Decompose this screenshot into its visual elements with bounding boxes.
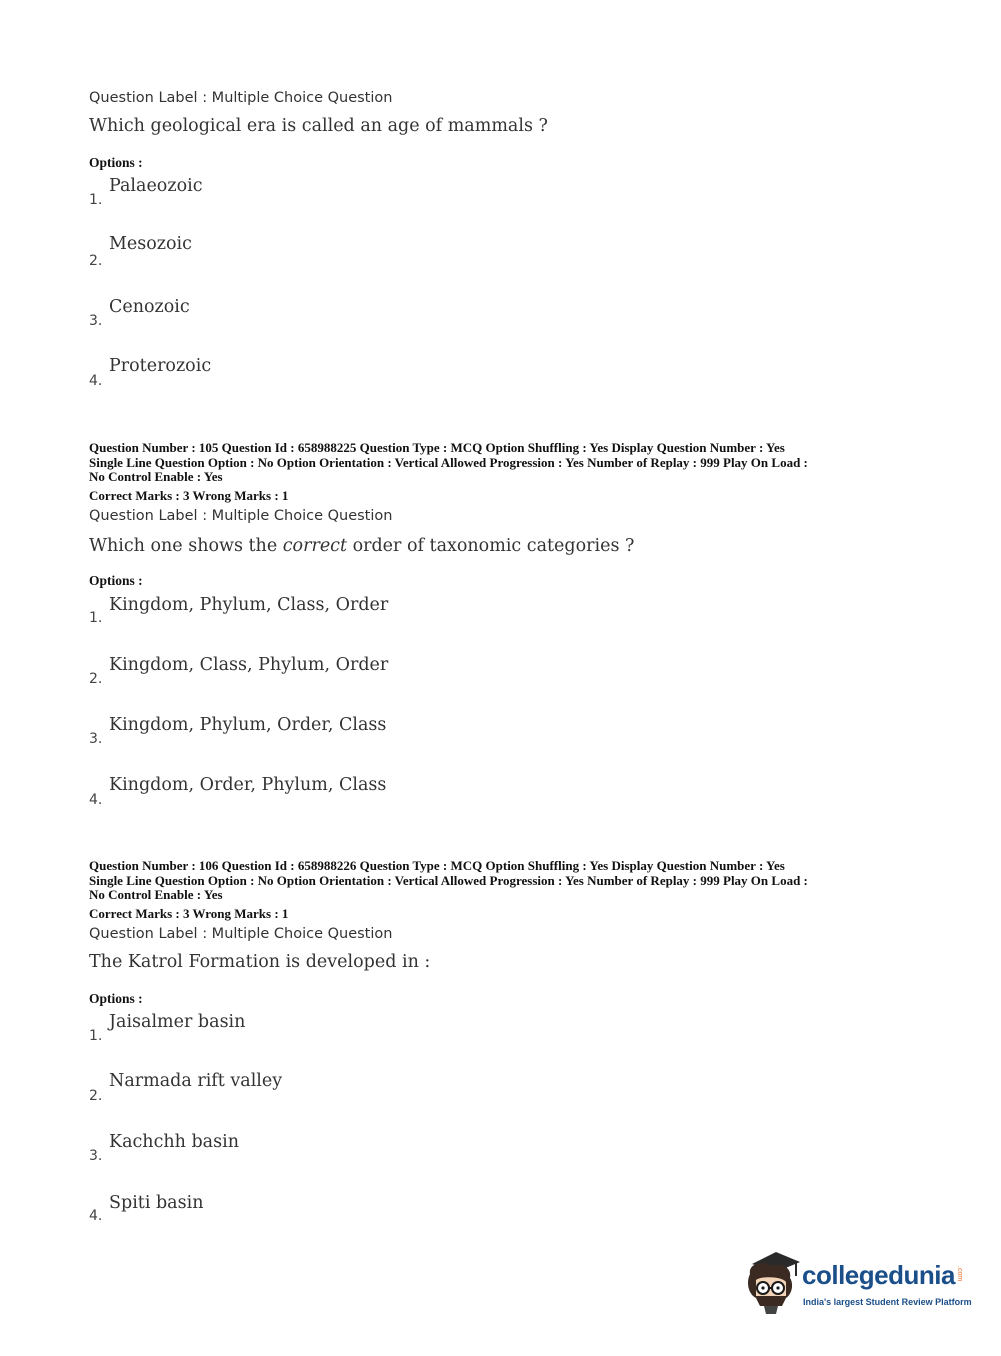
question-text-part: order of taxonomic categories ? [347,536,635,556]
meta-line: Question Number : 106 Question Id : 658988226 Question Type : MCQ Option Shuffling : Yes Display Question Number : Yes [89,858,785,873]
option-text: Mesozoic [109,234,192,254]
option-text: Kingdom, Order, Phylum, Class [109,775,387,795]
option-text: Palaeozoic [109,176,203,196]
option-number: 2. [89,1088,103,1104]
question-label: Question Label : Multiple Choice Question [89,926,393,942]
options-label: Options : [89,155,143,170]
option-number: 1. [89,192,103,208]
option-text: Narmada rift valley [109,1071,283,1091]
marks-line: Correct Marks : 3 Wrong Marks : 1 [89,488,289,503]
option-text: Kingdom, Phylum, Order, Class [109,715,387,735]
option-number: 1. [89,610,103,626]
options-label: Options : [89,573,143,588]
option-text: Kachchh basin [109,1132,239,1152]
option-text: Kingdom, Phylum, Class, Order [109,595,389,615]
meta-line: No Control Enable : Yes [89,887,223,902]
question-meta [89,441,919,485]
option-text: Cenozoic [109,297,190,317]
option-text: Jaisalmer basin [109,1012,246,1032]
meta-line: No Control Enable : Yes [89,469,223,484]
option-text: Proterozoic [109,356,212,376]
question-label: Question Label : Multiple Choice Question [89,508,393,524]
logo-wordmark: collegedunia [802,1260,955,1290]
meta-line: Single Line Question Option : No Option Orientation : Vertical Allowed Progression : Yes Number of Replay : 999 Play On Load : [89,872,808,888]
options-label: Options : [89,991,143,1006]
option-number: 4. [89,373,103,389]
question-text-emphasis: correct [282,536,348,556]
option-number: 3. [89,731,103,747]
option-number: 2. [89,253,103,269]
meta-line: Single Line Question Option : No Option Orientation : Vertical Allowed Progression : Yes Number of Replay : 999 Play On Load : [89,454,808,470]
mascot-icon [742,1250,802,1316]
question-text [89,536,634,556]
option-number: 1. [89,1028,103,1044]
option-text: Kingdom, Class, Phylum, Order [109,655,389,675]
option-text: Spiti basin [109,1193,204,1213]
question-text-part: Which one shows the [89,536,283,556]
question-label: Question Label : Multiple Choice Question [89,90,393,106]
option-number: 4. [89,1208,103,1224]
question-meta [89,859,919,903]
logo-tagline: India's largest Student Review Platform [803,1297,972,1307]
marks-line: Correct Marks : 3 Wrong Marks : 1 [89,906,289,921]
meta-line: Question Number : 105 Question Id : 658988225 Question Type : MCQ Option Shuffling : Yes Display Question Number : Yes [89,440,785,455]
collegedunia-logo [742,1250,972,1320]
option-number: 3. [89,1148,103,1164]
option-number: 4. [89,792,103,808]
logo-suffix: .com [956,1266,963,1282]
question-text: Which geological era is called an age of mammals ? [89,116,548,136]
option-number: 3. [89,313,103,329]
option-number: 2. [89,671,103,687]
question-text: The Katrol Formation is developed in : [89,952,431,972]
